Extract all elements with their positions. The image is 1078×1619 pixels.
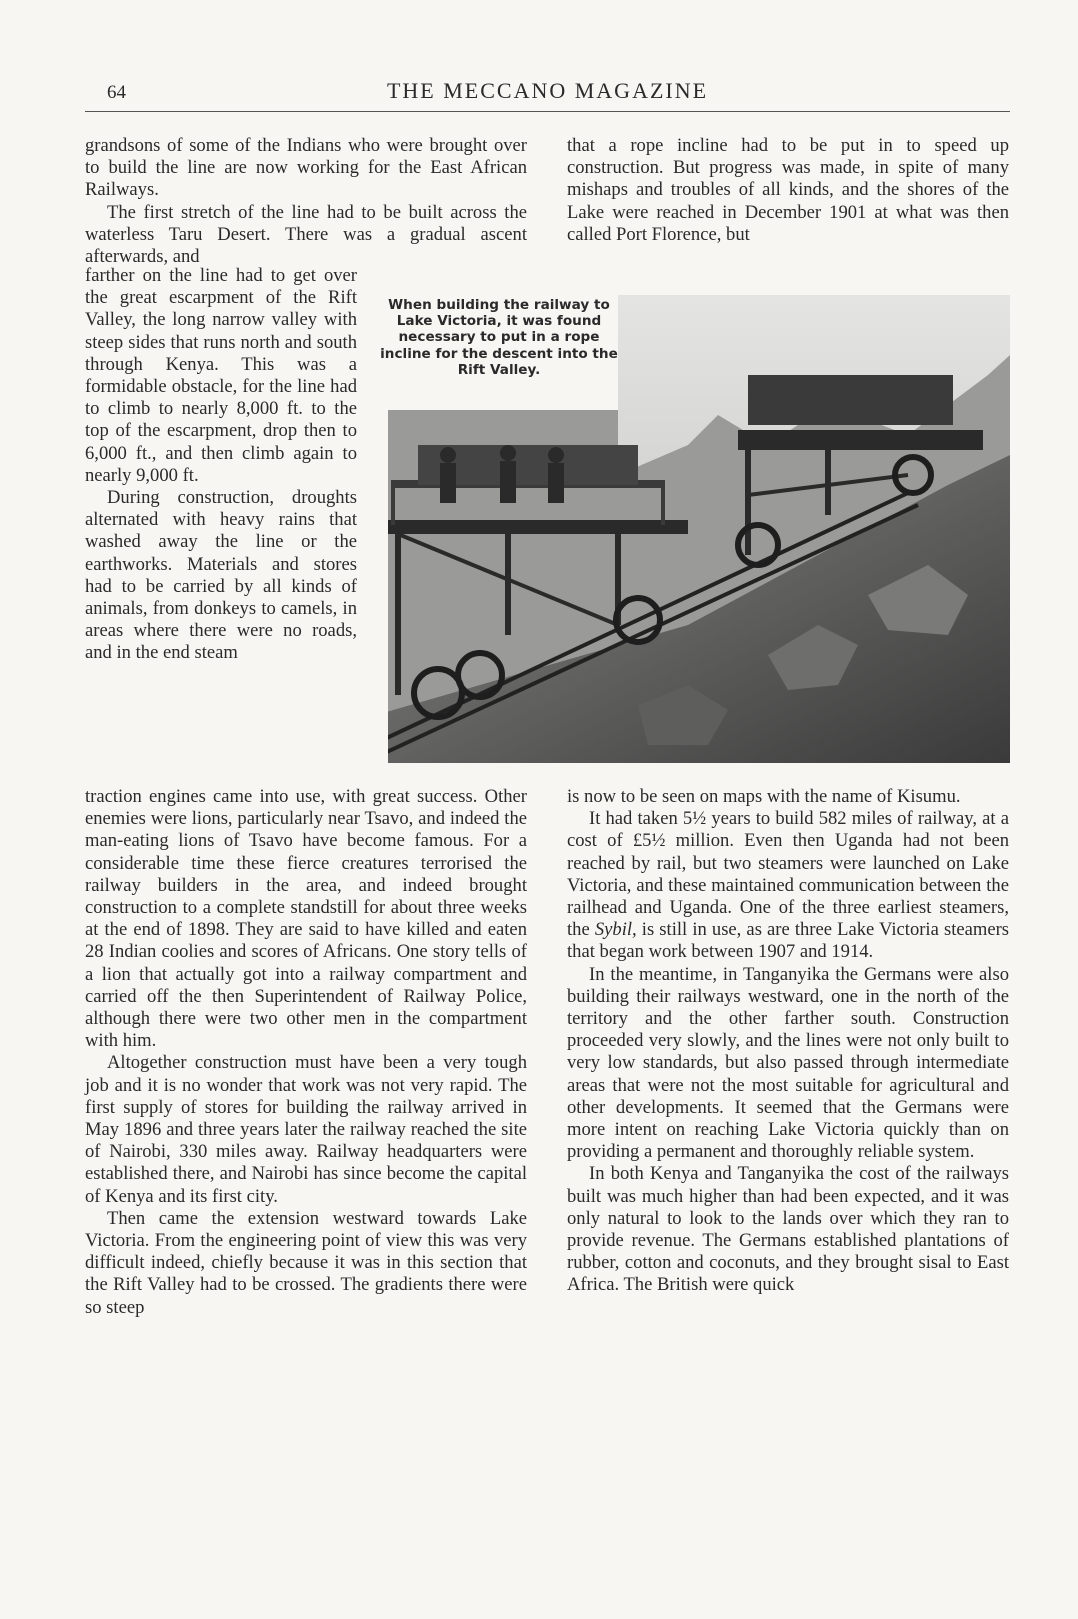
paragraph: farther on the line had to get over the great escarpment of the Rift Valley, the long narrow valley with steep sides that runs north and south through Kenya. This was a formidable obstacle, for the line had to climb to nearly 8,000 ft. to the top of the escarpment, drop then to 6,000 ft., and then climb again to nearly 9,000 ft. — [85, 265, 357, 486]
paragraph: Then came the extension westward towards Lake Victoria. From the engineering point of view this was very difficult indeed, chiefly because it was in this section that the Rift Valley had to be crossed. The gradients there were so steep — [85, 1207, 527, 1318]
left-column-bottom — [85, 786, 527, 1319]
paragraph: grandsons of some of the Indians who were brought over to build the line are now working for the East African Railways. — [85, 135, 527, 201]
paragraph: traction engines came into use, with great success. Other enemies were lions, particularly near Tsavo, and indeed the man-eating lions of Tsavo have become famous. For a considerable time these fierce creatures terrorised the railway builders in the area, and indeed brought construction to a complete standstill for about three weeks at the end of 1898. They are said to have killed and eaten 28 Indian coolies and scores of Africans. One story tells of a lion that actually got into a railway compartment and carried off the then Superintendent of Railway Police, although there were two other men in the compartment with him. — [85, 786, 527, 1052]
photo-caption: When building the railway to Lake Victoria, it was found necessary to put in a rope incline for the descent into the Rift Valley. — [380, 297, 618, 378]
paragraph: that a rope incline had to be put in to speed up construction. But progress was made, in spite of many mishaps and troubles of all kinds, and the shores of the Lake were reached in December 1901 at what was then called Port Florence, but — [567, 135, 1009, 245]
paragraph: In both Kenya and Tanganyika the cost of the railways built was much higher than had been expected, and it was only natural to look to the lands over which they ran to provide revenue. The Germans established plantations of rubber, cotton and coconuts, and they brought sisal to East Africa. The British were quick — [567, 1163, 1009, 1296]
page-number: 64 — [107, 82, 126, 103]
paragraph: In the meantime, in Tanganyika the Germans were also building their railways westward, one in the north of the territory and the other farther south. Construction proceeded very slowly, and the lines were not only built to very low standards, but also passed through intermediate areas that were not the most suitable for agricultural and other developments. It seemed that the Germans were more intent on reaching Lake Victoria quickly than on providing a permanent and thoroughly reliable system. — [567, 963, 1009, 1163]
left-column-beside-photo — [85, 265, 357, 665]
magazine-title: THE MECCANO MAGAZINE — [386, 78, 709, 103]
right-column-top — [567, 135, 1009, 246]
header-rule — [85, 111, 1010, 112]
right-column-bottom — [567, 786, 1009, 1297]
paragraph: The first stretch of the line had to be built across the waterless Taru Desert. There was a gradual ascent afterwards, and — [85, 201, 527, 268]
ship-name: Sybil, — [594, 919, 637, 941]
left-column-top — [85, 135, 527, 268]
paragraph: Altogether construction must have been a very tough job and it is no wonder that work was not very rapid. The first supply of stores for building the railway arrived in May 1896 and three years later the railway reached the site of Nairobi, 330 miles away. Railway headquarters were established there, and Nairobi has since become the capital of Kenya and its first city. — [85, 1052, 527, 1207]
paragraph-text: is still in use, as are three Lake Victoria steamers that began work between 1907 and 1914. — [567, 919, 1010, 963]
page-header — [85, 78, 1010, 108]
paragraph: During construction, droughts alternated with heavy rains that washed away the line or the earthworks. Materials and stores had to be carried by all kinds of animals, from donkeys to camels, in areas where there were no roads, and in the end steam — [85, 487, 357, 664]
paragraph — [567, 808, 1009, 963]
paragraph: is now to be seen on maps with the name of Kisumu. — [567, 786, 961, 807]
paragraph-text: It had taken 5½ years to build 582 miles of railway, at a cost of £5½ million. Even then Uganda had not been reached by rail, but two steamers were launched on Lake Victoria, and these maintained communication between the railhead and Uganda. One of the three earliest steamers, the — [567, 808, 1009, 941]
